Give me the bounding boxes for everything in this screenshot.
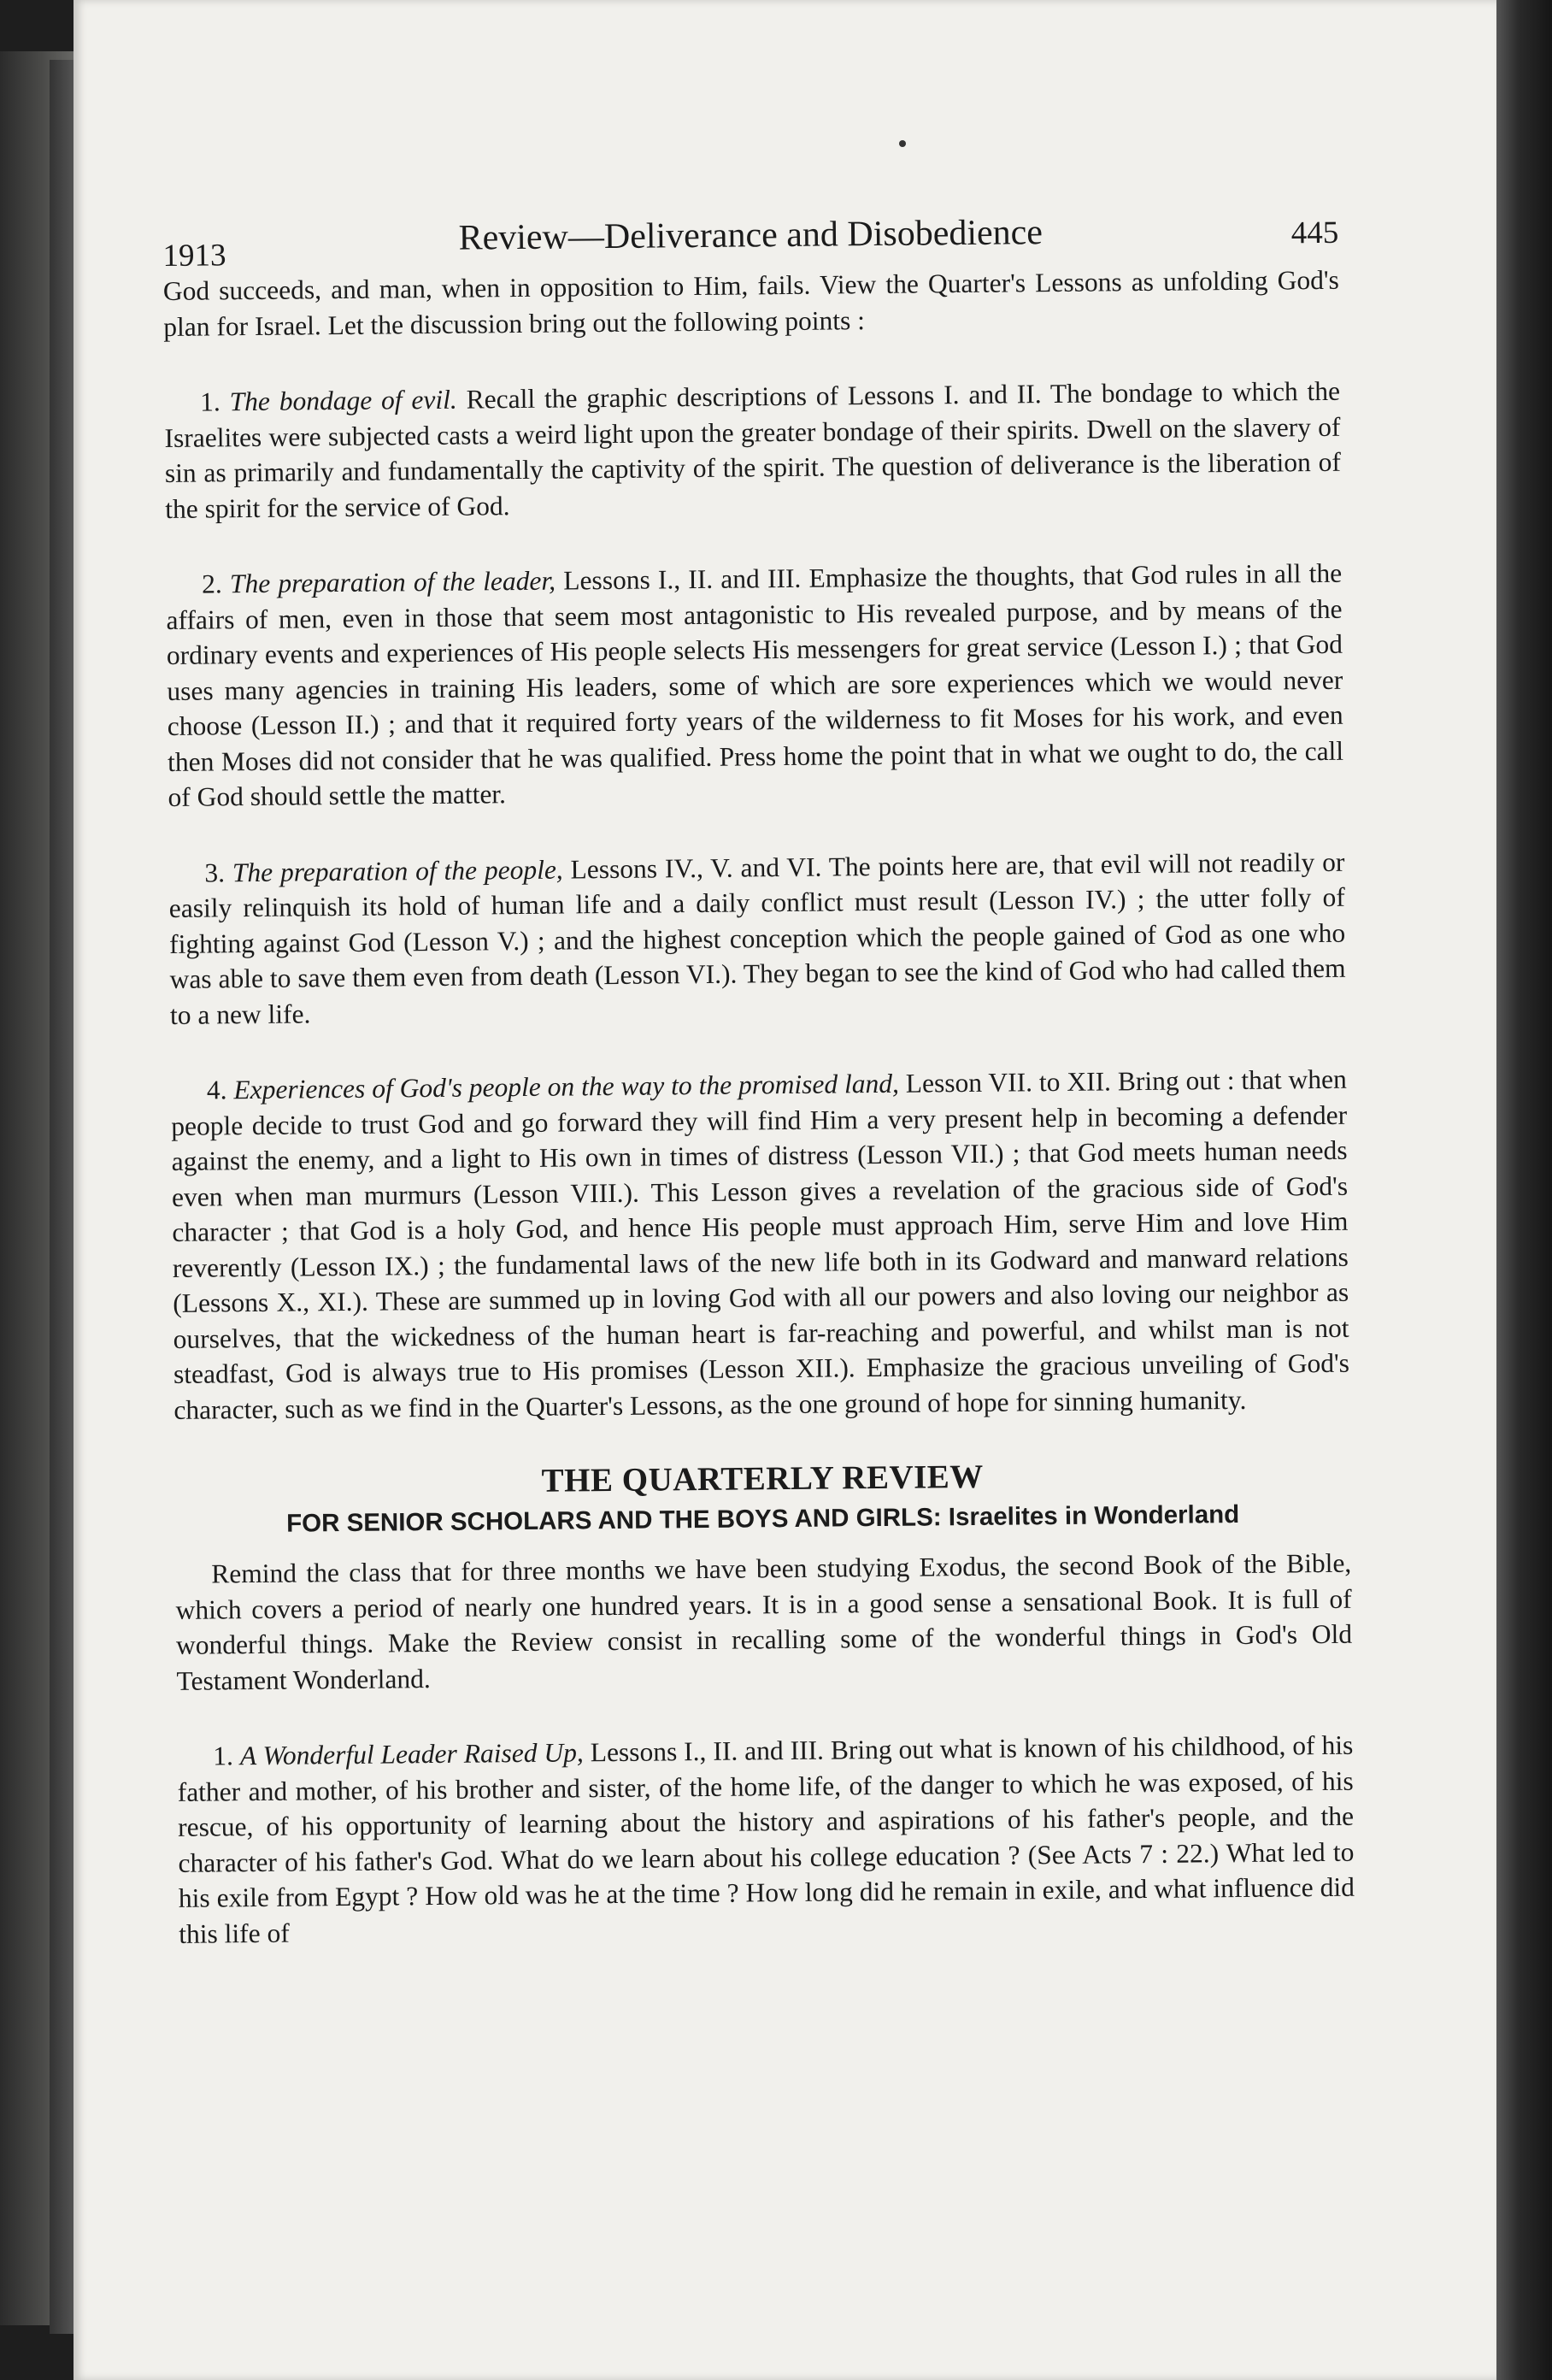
intro-paragraph: God succeeds, and man, when in opposition to Him, fails. View the Quarter's Lessons as unfolding God's plan for Israel. Let the discussion bring out the following points : — [162, 264, 1339, 342]
review-intro-paragraph: Remind the class that for three months we have been studying Exodus, the second Book of the Bible, which covers a period of nearly one hundred years. It is in a good sense a sensational Book. It is full of wonderful things. Make the Review consist in recalling some of the wonderful things in God's Old Testament Wonderland. — [175, 1547, 1353, 1696]
page-stack-edge — [1496, 0, 1552, 2380]
point-number: 3. — [204, 857, 226, 888]
book-gutter — [50, 60, 75, 2334]
header-title: Review—Deliverance and Disobedience — [458, 213, 1043, 258]
running-header — [162, 203, 1339, 274]
section-heading: THE QUARTERLY REVIEW — [541, 1458, 985, 1499]
section-subheading: FOR SENIOR SCHOLARS AND THE BOYS AND GIRLS: Israelites in Wonderland — [285, 1499, 1240, 1538]
point-preparation-of-leader — [166, 556, 1344, 816]
point-number: 1. — [213, 1741, 234, 1771]
point-text: Lessons I., II. and III. Emphasize the thoughts, that God rules in all the affairs of men, even in those that seem most antagonistic to His revealed purpose, and by means of the ordinary events and experiences of His people selects His messengers for great service (Lesson I.) ; that God uses many agencies in training His leaders, some of which are sore experiences which we would never choose (Lesson II.) ; and that it required forty years of the wilderness to fit Moses for his work, and even then Moses did not consider that he was qualified. Press home the point that in what we ought to do, the call of God should settle the matter. — [166, 557, 1344, 812]
point-experiences-on-the-way — [171, 1062, 1350, 1428]
point-preparation-of-people — [168, 844, 1346, 1033]
point-label: The preparation of the people, — [232, 854, 563, 887]
point-number: 4. — [206, 1075, 227, 1105]
point-bondage-of-evil — [164, 374, 1342, 527]
point-number: 1. — [199, 386, 220, 417]
point-text: Lessons IV., V. and VI. The points here are, that evil will not readily or easily relinquish its hold of human life and a daily conflict must result (Lesson IV.) ; the utter folly of fighting against God (Lesson V.) ; and the highest conception which the people gained of God as one who was able to save them even from death (Lesson VI.). They began to see the kind of God who had called them to a new life. — [168, 846, 1346, 1030]
point-label: Experiences of God's people on the way to the promised land, — [233, 1068, 900, 1105]
point-label: The preparation of the leader, — [229, 565, 556, 599]
point-text: Recall the graphic descriptions of Lessons I. and II. The bondage to which the Israelites were subjected casts a weird light upon the greater bondage of their spirits. Dwell on the slavery of sin as primarily and fundamentally the captivity of the spirit. The question of deliverance is the liberation of the spirit for the service of God. — [164, 375, 1342, 524]
page-number: 445 — [1290, 215, 1339, 251]
header-year: 1913 — [162, 238, 226, 274]
point-label: The bondage of evil. — [229, 384, 457, 417]
printer-mark — [899, 140, 906, 147]
point-number: 2. — [201, 568, 222, 599]
point-label: A Wonderful Leader Raised Up, — [239, 1737, 584, 1771]
point-text: Lesson VII. to XII. Bring out : that when people decide to trust God and go forward they will find Him a very present help in becoming a defender against the enemy, and a light to His own in times of distress (Lesson VII.) ; that God meets human needs even when man murmurs (Lesson VIII.). This Lesson gives a revelation of the gracious side of God's character ; that God is a holy God, and hence His people must approach Him, serve Him and love Him reverently (Lesson IX.) ; the fundamental laws of the new life both in its Godward and manward relations (Lessons X., XI.). These are summed up in loving God with all our powers and also loving our neighbor as ourselves, that the wickedness of the human heart is far-reaching and powerful, and whilst man is not steadfast, God is always true to His promises (Lesson XII.). Emphasize the gracious unveiling of God's character, such as we find in the Quarter's Lessons, as the one ground of hope for sinning humanity. — [171, 1063, 1350, 1425]
page-content — [162, 203, 1355, 1952]
point-text: Lessons I., II. and III. Bring out what is known of his childhood, of his father and mother, of his brother and sister, of the home life, of the danger to which he was exposed, of his rescue, of his opportunity of learning about the history and aspirations of his father's people, and the character of his father's God. What do we learn about his college education ? (See Acts 7 : 22.) What led to his exile from Egypt ? How old was he at the time ? How long did he remain in exile, and what influence did this life of — [177, 1729, 1355, 1949]
review-point-wonderful-leader — [177, 1728, 1355, 1952]
